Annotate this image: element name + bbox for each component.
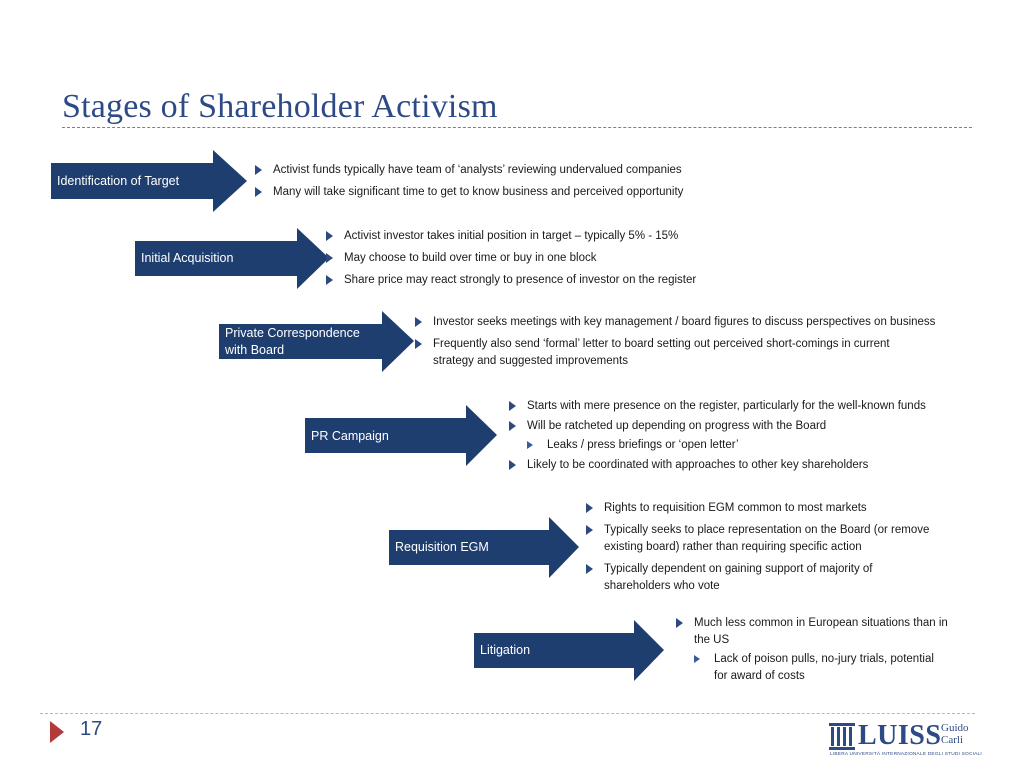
bullet-item bbox=[326, 250, 976, 267]
bullet-text: Typically dependent on gaining support of majority of bbox=[604, 563, 873, 575]
bullet-triangle-icon bbox=[509, 401, 516, 411]
stage-label-line2: with Board bbox=[225, 343, 285, 357]
bullet-triangle-icon bbox=[586, 503, 593, 513]
stage-bullets-requisition-egm bbox=[586, 500, 976, 595]
logo-tagline: LIBERA UNIVERSITÀ INTERNAZIONALE DEGLI STUDI SOCIALI bbox=[830, 752, 982, 757]
sub-bullet-item bbox=[509, 437, 979, 454]
stage-label: Requisition EGM bbox=[395, 540, 489, 554]
footer-divider bbox=[40, 713, 975, 714]
stage-bullets-private-correspondence bbox=[415, 314, 985, 370]
bullet-item bbox=[586, 561, 976, 595]
bullet-text: Activist investor takes initial position in target – typically 5% - 15% bbox=[344, 230, 679, 242]
bullet-item bbox=[415, 314, 985, 331]
stage-arrow-initial-acquisition bbox=[135, 228, 329, 289]
bullet-text: May choose to build over time or buy in one block bbox=[344, 252, 597, 264]
bullet-item bbox=[509, 418, 979, 435]
bullet-text: Typically seeks to place representation on the Board (or remove bbox=[604, 524, 930, 536]
bullet-text: Activist funds typically have team of ‘analysts’ reviewing undervalued companies bbox=[273, 164, 682, 176]
bullet-text: Much less common in European situations than in bbox=[694, 617, 948, 629]
bullet-text-continued: shareholders who vote bbox=[604, 580, 720, 592]
stage-bullets-identification bbox=[255, 162, 975, 201]
stage-arrow-identification bbox=[51, 150, 247, 212]
stage-label: PR Campaign bbox=[311, 429, 389, 443]
stage-arrow-litigation bbox=[474, 620, 664, 681]
bullet-text: Investor seeks meetings with key management / board figures to discuss perspectives on business bbox=[433, 316, 936, 328]
page-marker-icon bbox=[50, 721, 64, 743]
page-number: 17 bbox=[80, 718, 103, 740]
bullet-triangle-icon bbox=[586, 525, 593, 535]
bullet-text-continued: existing board) rather than requiring specific action bbox=[604, 541, 862, 553]
bullet-triangle-icon bbox=[586, 564, 593, 574]
stage-label: Initial Acquisition bbox=[141, 251, 234, 265]
stage-label-line1: Private Correspondence bbox=[225, 326, 360, 340]
bullet-triangle-icon bbox=[326, 253, 333, 263]
bullet-text: Will be ratcheted up depending on progress with the Board bbox=[527, 420, 827, 432]
bullet-text-continued: the US bbox=[694, 634, 730, 646]
bullet-triangle-icon bbox=[255, 165, 262, 175]
stage-label: Identification of Target bbox=[57, 174, 180, 188]
stage-arrow-requisition-egm bbox=[389, 517, 579, 578]
bullet-triangle-icon bbox=[676, 618, 683, 628]
bullet-text: Rights to requisition EGM common to most markets bbox=[604, 502, 867, 514]
bullet-text: Frequently also send ‘formal’ letter to board setting out perceived short-comings in current bbox=[433, 338, 890, 350]
slide-title: Stages of Shareholder Activism bbox=[62, 88, 498, 125]
logo-sub-guido: Guido bbox=[941, 722, 969, 734]
bullet-triangle-icon bbox=[509, 421, 516, 431]
stage-bullets-initial-acquisition bbox=[326, 228, 976, 289]
bullet-item bbox=[509, 398, 979, 415]
bullet-item bbox=[415, 336, 985, 370]
bullet-item bbox=[255, 162, 975, 179]
stage-arrow-private-correspondence bbox=[219, 311, 414, 372]
bullet-triangle-icon bbox=[415, 339, 422, 349]
sub-bullet-item bbox=[676, 651, 976, 685]
bullet-text: Many will take significant time to get to know business and perceived opportunity bbox=[273, 186, 684, 198]
bullet-triangle-icon bbox=[509, 460, 516, 470]
bullet-text: Share price may react strongly to presence of investor on the register bbox=[344, 274, 697, 286]
logo-sub-carli: Carli bbox=[941, 734, 963, 746]
bullet-triangle-icon bbox=[326, 231, 333, 241]
bullet-item bbox=[255, 184, 975, 201]
title-divider bbox=[62, 127, 972, 128]
bullet-triangle-icon bbox=[694, 655, 700, 663]
bullet-text-continued: strategy and suggested improvements bbox=[433, 355, 628, 367]
bullet-triangle-icon bbox=[415, 317, 422, 327]
bullet-item bbox=[326, 272, 976, 289]
luiss-logo bbox=[828, 720, 982, 762]
bullet-text: Leaks / press briefings or ‘open letter’ bbox=[547, 439, 739, 451]
bullet-text: Starts with mere presence on the register, particularly for the well-known funds bbox=[527, 400, 926, 412]
logo-wordmark: LUISS bbox=[858, 720, 942, 751]
bullet-text-continued: for award of costs bbox=[714, 670, 805, 682]
bullet-text: Lack of poison pulls, no-jury trials, potential bbox=[714, 653, 934, 665]
bullet-item bbox=[676, 615, 976, 649]
bullet-triangle-icon bbox=[255, 187, 262, 197]
bullet-text: Likely to be coordinated with approaches to other key shareholders bbox=[527, 459, 869, 471]
bullet-item bbox=[509, 457, 979, 474]
columns-icon bbox=[828, 722, 856, 752]
bullet-item bbox=[586, 522, 976, 556]
stage-arrow-pr-campaign bbox=[305, 405, 497, 466]
stage-label: Litigation bbox=[480, 643, 531, 657]
bullet-item bbox=[326, 228, 976, 245]
bullet-item bbox=[586, 500, 976, 517]
stage-bullets-litigation bbox=[676, 615, 976, 685]
bullet-triangle-icon bbox=[527, 441, 533, 449]
stage-bullets-pr-campaign bbox=[509, 398, 979, 474]
bullet-triangle-icon bbox=[326, 275, 333, 285]
